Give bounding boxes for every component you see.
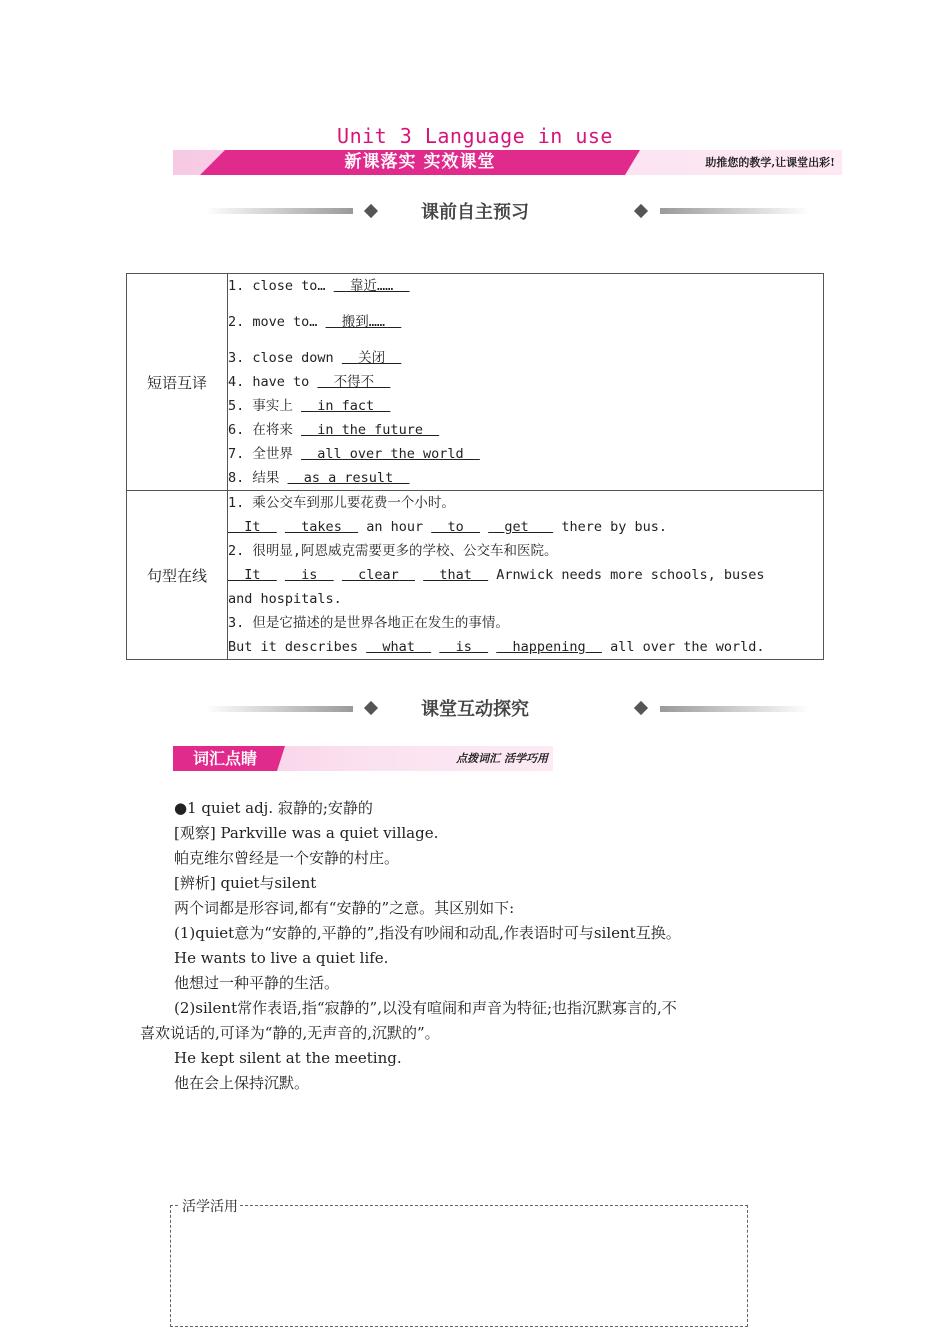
table-row	[127, 491, 824, 660]
vocab-content	[140, 796, 820, 1096]
answer-blank: that	[423, 567, 489, 583]
sentence-en	[228, 635, 823, 659]
list-item	[228, 346, 823, 370]
answer-blank: in fact	[301, 398, 391, 414]
page-title: Unit 3 Language in use	[337, 124, 613, 148]
answer-blank: what	[366, 639, 432, 655]
section-title-preview: 课前自主预习	[421, 202, 529, 223]
example-translation: 他想过一种平静的生活。	[174, 974, 340, 992]
list-item	[228, 418, 823, 442]
vocab-item-head: ●1 quiet adj. 寂静的;安静的	[174, 799, 373, 817]
sentence-en	[228, 563, 823, 587]
sentence-en: and hospitals.	[228, 591, 342, 607]
sentences-label: 句型在线	[127, 491, 228, 660]
sentence-en	[228, 515, 823, 539]
answer-blank: 靠近……	[333, 278, 410, 294]
analysis-point-2: (2)silent常作表语,指“寂静的”,以没有喧闹和声音为特征;也指沉默寡言的,不	[174, 999, 677, 1017]
section-divider-right	[660, 208, 810, 214]
sentence-text: But it describes	[228, 639, 367, 655]
analysis-intro: 两个词都是形容词,都有“安静的”之意。其区别如下:	[174, 899, 515, 917]
answer-blank: takes	[284, 519, 359, 535]
answer-blank: 搬到……	[325, 314, 402, 330]
practice-box-label: 活学活用	[180, 1196, 240, 1216]
list-item	[228, 274, 823, 310]
phrase-text: 2. move to…	[228, 314, 318, 330]
phrase-text: 4. have to	[228, 374, 310, 390]
example-sentence: He wants to live a quiet life.	[174, 949, 389, 967]
sentence-cn: 2. 很明显,阿恩威克需要更多的学校、公交车和医院。	[228, 543, 558, 559]
answer-blank: It	[228, 519, 277, 535]
analysis-point-1: (1)quiet意为“安静的,平静的”,指没有吵闹和动乱,作表语时可与silent互换。	[174, 924, 681, 942]
list-item	[228, 394, 823, 418]
phrases-cell	[228, 274, 824, 491]
sentence-cn: 1. 乘公交车到那儿要花费一个小时。	[228, 495, 455, 511]
sentence-text: all over the world.	[601, 639, 765, 655]
answer-blank: It	[228, 567, 277, 583]
vocab-slogan: 点拨词汇 活学巧用	[456, 752, 548, 765]
table-row	[127, 274, 824, 491]
answer-blank: all over the world	[301, 446, 480, 462]
sentence-text: Arnwick needs more schools, buses	[488, 567, 765, 583]
phrases-label: 短语互译	[127, 274, 228, 491]
answer-blank: happening	[496, 639, 602, 655]
answer-blank: 不得不	[317, 374, 391, 390]
vocab-badge: 词汇点睛	[192, 749, 257, 768]
example-sentence: He kept silent at the meeting.	[174, 1049, 402, 1067]
phrase-text: 5. 事实上	[228, 398, 293, 414]
section-divider-right	[660, 706, 810, 712]
example-translation: 他在会上保持沉默。	[174, 1074, 310, 1092]
section-title-explore: 课堂互动探究	[421, 699, 529, 720]
answer-blank: as a result	[287, 470, 410, 486]
sentence-text: there by bus.	[553, 519, 667, 535]
phrase-text: 8. 结果	[228, 470, 280, 486]
answer-blank: get	[488, 519, 554, 535]
answer-blank: in the future	[301, 422, 440, 438]
answer-blank: to	[431, 519, 481, 535]
answer-blank: 关闭	[341, 350, 402, 366]
phrase-text: 3. close down	[228, 350, 334, 366]
phrase-text: 6. 在将来	[228, 422, 293, 438]
answer-blank: is	[439, 639, 489, 655]
header-slogan: 助推您的教学,让课堂出彩!	[705, 156, 835, 169]
phrase-text: 7. 全世界	[228, 446, 293, 462]
list-item	[228, 442, 823, 466]
list-item	[228, 370, 823, 394]
answer-blank: clear	[341, 567, 415, 583]
observe-line: [观察] Parkville was a quiet village.	[174, 824, 439, 842]
sentence-cn: 3. 但是它描述的是世界各地正在发生的事情。	[228, 615, 509, 631]
analysis-heading: [辨析] quiet与silent	[174, 874, 317, 892]
practice-box	[170, 1205, 748, 1327]
sentences-cell	[228, 491, 824, 660]
sentence-text: an hour	[358, 519, 432, 535]
header-banner-text: 新课落实 实效课堂	[344, 152, 496, 172]
exercise-table	[126, 273, 824, 660]
observe-translation: 帕克维尔曾经是一个安静的村庄。	[174, 849, 400, 867]
list-item	[228, 466, 823, 490]
analysis-point-2-cont: 喜欢说话的,可译为“静的,无声音的,沉默的”。	[140, 1024, 440, 1042]
list-item	[228, 310, 823, 346]
phrase-text: 1. close to…	[228, 278, 326, 294]
answer-blank: is	[284, 567, 334, 583]
